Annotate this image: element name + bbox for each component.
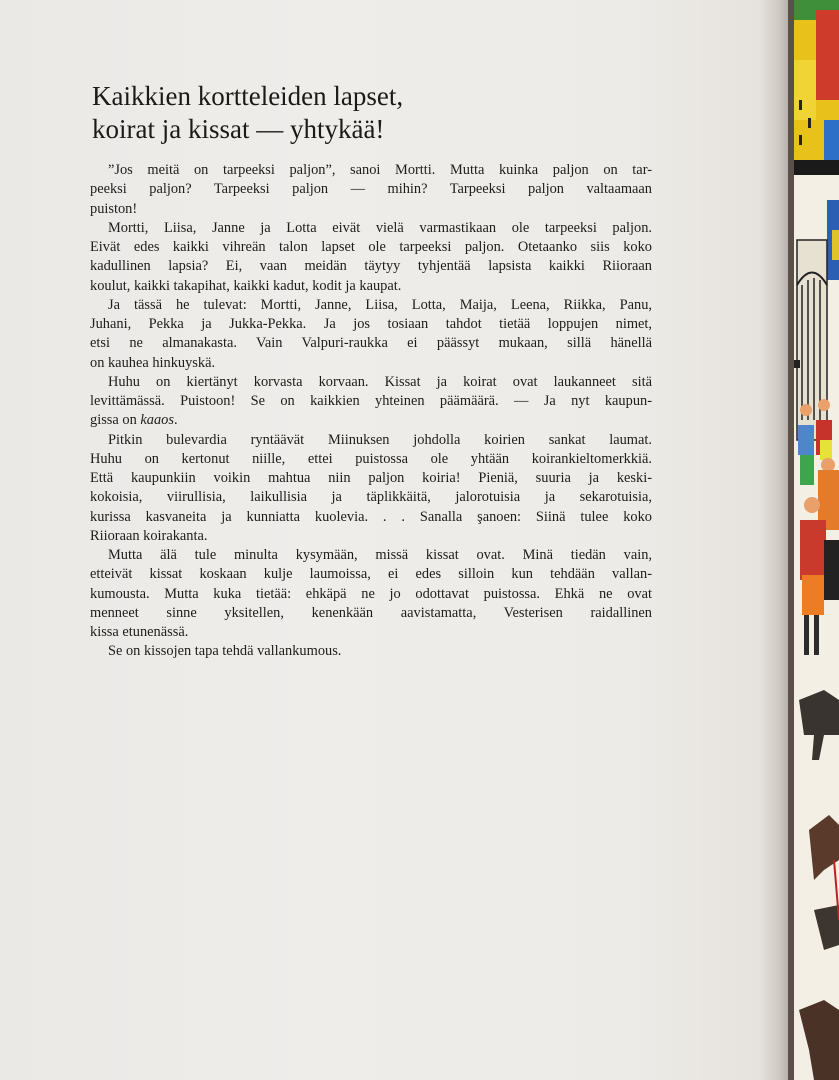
text-line: Mutta älä tule minulta kysymään, missä kissat ovat. Minä tiedän vain, xyxy=(108,547,652,563)
text-line: etteivät kissat koskaan kulje laumoissa, ei edes silloin kun tehdään vallan- xyxy=(90,566,652,583)
text-line: Ja tässä he tulevat: Mortti, Janne, Liisa, Lotta, Maija, Leena, Riikka, Panu, xyxy=(108,296,652,313)
emphasis-word: kaaos xyxy=(140,412,174,429)
text-line: Että kaupunkiin voikin mahtua niin paljon koiria! Pieniä, suuria ja keski- xyxy=(90,470,652,486)
text-line: kurissa kasvaneita ja kunniatta kuolevia. . . Sanalla şanoen: Siinä tulee koko xyxy=(90,508,652,525)
text-line: etsi ne almanakasta. Vain Valpuri-raukka ei päässyt mukaan, sillä hänellä xyxy=(90,335,652,352)
text-line: kokoisia, viirullisia, laikullisia ja täplikkäitä, jalorotuisia ja sekarotuisia, xyxy=(90,489,652,506)
illustration-strip xyxy=(794,0,839,1080)
text-line: Pitkin bulevardia ryntäävät Miinuksen johdolla koirien sankat laumat. xyxy=(108,431,652,448)
text-line: kissa etunenässä. xyxy=(90,624,189,640)
chapter-heading xyxy=(92,80,652,146)
text-line: ”Jos meitä on tarpeeksi paljon”, sanoi Mortti. Mutta kuinka paljon on tar- xyxy=(108,162,652,178)
text-line: menneet sinne yksitellen, kenenkään aavistamatta, Vesterisen raidallinen xyxy=(90,604,652,621)
text-line: kadullinen lapsia? Ei, vaan meidän täytyy tyhjentää lapsista kaikki Riioraan xyxy=(90,258,652,275)
text-line: Mortti, Liisa, Janne ja Lotta eivät vielä varmastikaan ole tarpeeksi paljon. xyxy=(108,219,652,236)
text-line: koulut, kaikki takapihat, kaikki kadut, kodit ja kaupat. xyxy=(90,277,402,294)
text-line: levittämässä. Puistoon! Se on kaikkien yhteinen päämäärä. — Ja nyt kaupun- xyxy=(90,393,652,409)
text-line: Huhu on kertonut niille, ettei puistossa ole yhtään koirankieltomerkkiä. xyxy=(90,450,652,467)
text-line: peeksi paljon? Tarpeeksi paljon — mihin? Tarpeeksi paljon valtaamaan xyxy=(90,181,652,198)
text-line: Riioraan koirakanta. xyxy=(90,527,208,544)
text-line: kumousta. Mutta kuka tietää: ehkäpä ne jo odottavat puistossa. Ehkä ne ovat xyxy=(90,585,652,602)
heading-line-1: Kaikkien kortteleiden lapset, xyxy=(92,81,404,111)
text-fragment: gissa on xyxy=(90,412,141,429)
illustrated-page-edge xyxy=(794,0,839,1080)
text-line: on kauhea hinkuyskä. xyxy=(90,354,216,371)
text-line: puiston! xyxy=(90,200,138,217)
text-line: Juhani, Pekka ja Jukka-Pekka. Ja jos tosiaan tahdot tietää loppujen nimet, xyxy=(90,316,652,332)
text-line: Se on kissojen tapa tehdä vallankumous. xyxy=(108,643,342,660)
text-line: Huhu on kiertänyt korvasta korvaan. Kissat ja koirat ovat laukanneet sitä xyxy=(108,373,652,390)
body-text xyxy=(90,161,652,662)
text-line xyxy=(90,411,652,430)
text-fragment: . xyxy=(173,412,178,429)
text-line: Eivät edes kaikki vihreän talon lapset ole tarpeeksi paljon. Otetaanko siis koko xyxy=(90,239,652,255)
heading-line-2: koirat ja kissat — yhtykää! xyxy=(92,114,385,144)
